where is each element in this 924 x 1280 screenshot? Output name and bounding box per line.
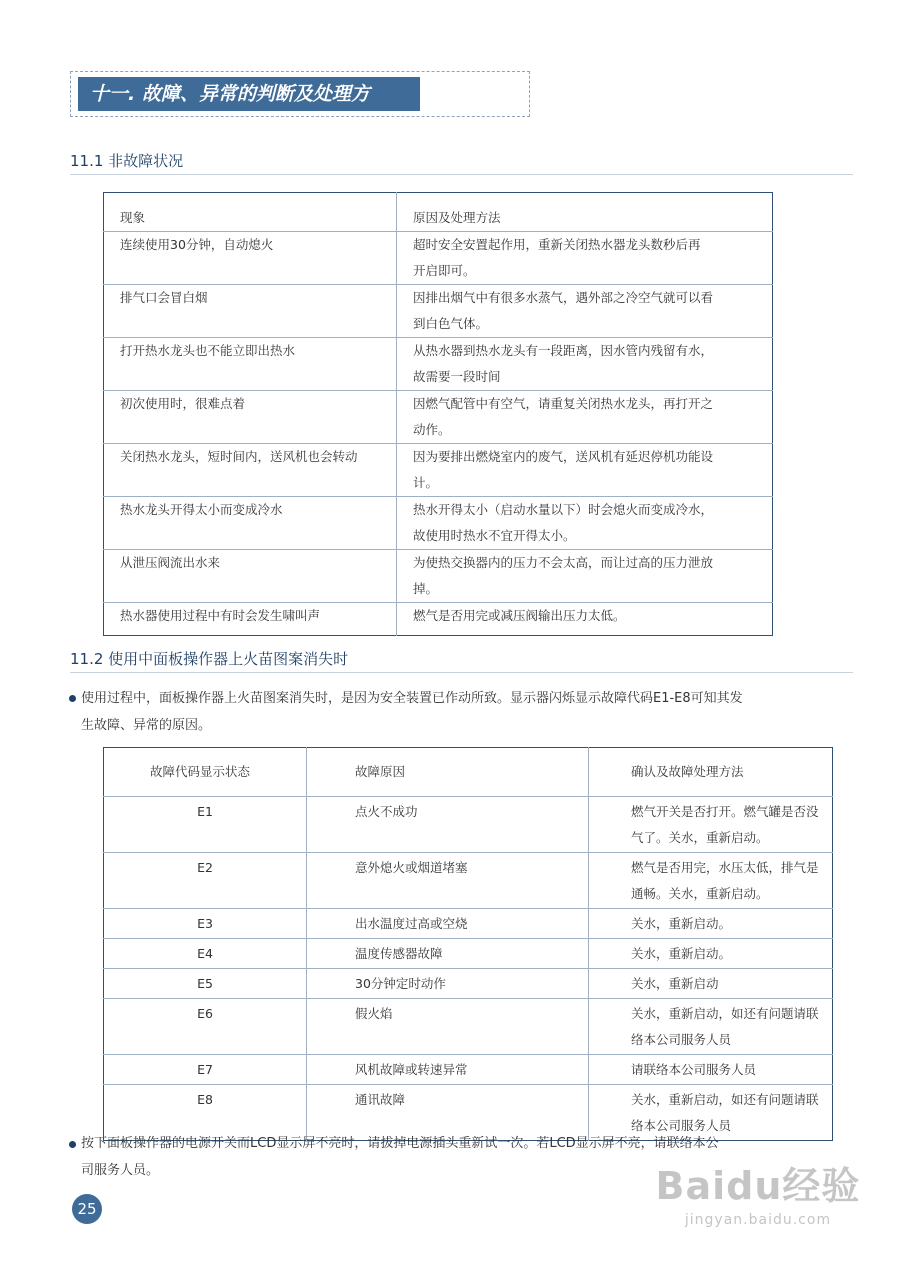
fault-action: 关水，重新启动，如还有问题请联 络本公司服务人员	[631, 1092, 819, 1133]
column-header-cause: 原因及处理方法	[397, 193, 773, 232]
table-row	[104, 999, 833, 1055]
bullet-icon	[69, 695, 76, 702]
cause-cell: 从热水器到热水龙头有一段距离，因水管内残留有水， 故需要一段时间	[397, 338, 773, 391]
fault-cause: 出水温度过高或空烧	[307, 909, 589, 939]
fault-code: E3	[104, 909, 307, 939]
fault-cause: 30分钟定时动作	[307, 969, 589, 999]
table-row	[104, 550, 773, 603]
fault-code: E8	[104, 1085, 307, 1141]
phenomenon-cell: 关闭热水龙头，短时间内，送风机也会转动	[104, 444, 397, 497]
fault-code: E1	[104, 797, 307, 853]
cause-cell: 因排出烟气中有很多水蒸气，遇外部之冷空气就可以看 到白色气体。	[397, 285, 773, 338]
column-header-phenomenon: 现象	[104, 193, 397, 232]
section-divider	[70, 174, 853, 175]
page-number: 25	[72, 1194, 102, 1224]
fault-action: 燃气开关是否打开。燃气罐是否没 气了。关水，重新启动。	[589, 797, 833, 853]
watermark-url: jingyan.baidu.com	[684, 1212, 832, 1228]
phenomenon-cell: 热水龙头开得太小而变成冷水	[104, 497, 397, 550]
table-row	[104, 939, 833, 969]
cause-cell: 燃气是否用完或减压阀输出压力太低。	[413, 608, 626, 623]
fault-action: 请联络本公司服务人员	[589, 1055, 833, 1085]
section-heading-11-1: 11.1 非故障状况	[70, 152, 184, 170]
fault-action: 关水，重新启动，如还有问题请联 络本公司服务人员	[589, 999, 833, 1055]
fault-action: 燃气是否用完，水压太低，排气是 通畅。关水，重新启动。	[589, 853, 833, 909]
non-fault-table	[103, 192, 773, 636]
phenomenon-cell: 打开热水龙头也不能立即出热水	[104, 338, 397, 391]
column-header-cause: 故障原因	[307, 748, 589, 797]
fault-code: E6	[104, 999, 307, 1055]
table-row	[104, 853, 833, 909]
table-row	[104, 338, 773, 391]
cause-cell: 热水开得太小（启动水量以下）时会熄火而变成冷水， 故使用时热水不宜开得太小。	[397, 497, 773, 550]
phenomenon-cell: 初次使用时，很难点着	[104, 391, 397, 444]
fault-code-table	[103, 747, 833, 1141]
table-row	[104, 909, 833, 939]
phenomenon-cell: 排气口会冒白烟	[104, 285, 397, 338]
table-row	[104, 232, 773, 285]
fault-action: 关水，重新启动	[589, 969, 833, 999]
table-row	[104, 444, 773, 497]
column-header-code: 故障代码显示状态	[104, 748, 307, 797]
table-row	[104, 603, 773, 636]
phenomenon-cell: 连续使用30分钟，自动熄火	[104, 232, 397, 285]
baidu-watermark-logo	[648, 1162, 868, 1242]
fault-cause: 通讯故障	[307, 1085, 589, 1141]
cause-cell: 为使热交换器内的压力不会太高，而让过高的压力泄放 掉。	[397, 550, 773, 603]
table-row	[104, 969, 833, 999]
fault-code: E7	[104, 1055, 307, 1085]
watermark-brand: Baidu经验	[655, 1164, 861, 1208]
fault-cause: 假火焰	[307, 999, 589, 1055]
fault-code: E4	[104, 939, 307, 969]
lcd-note-paragraph: 按下面板操作器的电源开关而LCD显示屏不亮时，请拔掉电源插头重新试一次。若LCD显示屏不亮，请联络本公 司服务人员。	[81, 1136, 719, 1178]
section-heading-11-2: 11.2 使用中面板操作器上火苗图案消失时	[70, 650, 349, 668]
fault-cause: 风机故障或转速异常	[307, 1055, 589, 1085]
fault-cause: 点火不成功	[307, 797, 589, 853]
table-row	[104, 285, 773, 338]
fault-code: E5	[104, 969, 307, 999]
table-header-row	[104, 193, 773, 232]
fault-action: 关水，重新启动。	[589, 909, 833, 939]
cause-cell: 因燃气配管中有空气，请重复关闭热水龙头，再打开之 动作。	[397, 391, 773, 444]
cause-cell: 超时安全安置起作用，重新关闭热水器龙头数秒后再 开启即可。	[397, 232, 773, 285]
fault-code: E2	[104, 853, 307, 909]
cause-cell: 因为要排出燃烧室内的废气，送风机有延迟停机功能设 计。	[397, 444, 773, 497]
chapter-title: 十一. 故障、异常的判断及处理方	[78, 77, 420, 111]
phenomenon-cell: 热水器使用过程中有时会发生啸叫声	[104, 603, 397, 636]
fault-cause: 意外熄火或烟道堵塞	[307, 853, 589, 909]
phenomenon-cell: 从泄压阀流出水来	[104, 550, 397, 603]
table-header-row	[104, 748, 833, 797]
table-row	[104, 497, 773, 550]
fault-cause: 温度传感器故障	[307, 939, 589, 969]
table-row	[104, 1055, 833, 1085]
table-row	[104, 391, 773, 444]
column-header-action: 确认及故障处理方法	[589, 748, 833, 797]
section-divider	[70, 672, 853, 673]
bullet-icon	[69, 1141, 76, 1148]
fault-action: 关水，重新启动。	[589, 939, 833, 969]
table-row	[104, 797, 833, 853]
intro-paragraph: 使用过程中，面板操作器上火苗图案消失时，是因为安全装置已作动所致。显示器闪烁显示故障代码E1-E8可知其发 生故障、异常的原因。	[81, 691, 743, 733]
